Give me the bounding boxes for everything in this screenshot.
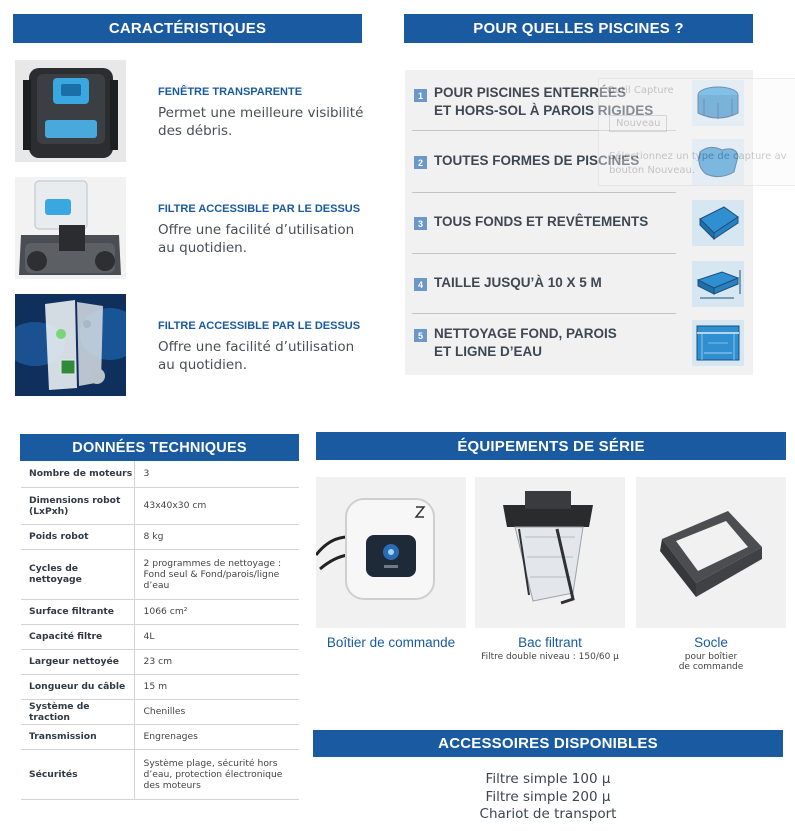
feature-desc-1-line2: des débris.: [158, 123, 233, 139]
tech-key: Système de traction: [21, 699, 134, 724]
tech-key: Sécurités: [21, 749, 134, 799]
tech-value: Système plage, sécurité hors d’eau, protection électronique des moteurs: [134, 749, 299, 799]
feature-title-1: FENÊTRE TRANSPARENTE: [158, 86, 303, 98]
socle-sub-line1: pour boîtier: [684, 652, 738, 662]
pool-label-5-line2: ET LIGNE D’EAU: [434, 344, 543, 359]
table-row: [21, 699, 299, 724]
tech-value: 8 kg: [134, 524, 299, 549]
tech-key: Dimensions robot (LxPxh): [21, 487, 134, 524]
feature-title-3: FILTRE ACCESSIBLE PAR LE DESSUS: [158, 320, 361, 332]
filter-cartridge-image: [15, 294, 126, 396]
socle-label: Socle: [694, 635, 728, 650]
tech-value: 15 m: [134, 674, 299, 699]
tech-key: Cycles de nettoyage: [21, 549, 134, 599]
accessory-item: Filtre simple 100 µ: [485, 771, 611, 787]
table-row: [21, 649, 299, 674]
socle-sub: [636, 652, 786, 672]
overlay-text-line2: bouton Nouveau.: [609, 165, 696, 176]
table-row: [21, 749, 299, 799]
overlay-text-line1: Sélectionnez un type de capture av: [609, 151, 787, 162]
table-row: [21, 549, 299, 599]
tech-heading: DONNÉES TECHNIQUES: [20, 434, 299, 461]
filter-basket-sub: Filtre double niveau : 150/60 µ: [481, 652, 619, 662]
overlay-title: Outil Capture: [607, 85, 674, 96]
feature-desc-3-line2: au quotidien.: [158, 357, 248, 373]
tech-value: Engrenages: [134, 724, 299, 749]
pool-number-2: 2: [414, 156, 427, 169]
tech-key: Capacité filtre: [21, 624, 134, 649]
tech-key: Poids robot: [21, 524, 134, 549]
snipping-tool-overlay: [598, 78, 795, 186]
pool-label-4: [434, 274, 602, 292]
transparent-window-image: [15, 60, 126, 162]
feature-title-2: FILTRE ACCESSIBLE PAR LE DESSUS: [158, 203, 361, 215]
top-access-filter-image: [15, 177, 126, 279]
socle-sub-line2: de commande: [678, 662, 744, 672]
pool-label-5-line1: NETTOYAGE FOND, PAROIS: [434, 326, 617, 341]
pool-number-3: 3: [414, 217, 427, 230]
tech-key: Longueur du câble: [21, 674, 134, 699]
overlay-new-button: Nouveau: [609, 115, 667, 132]
pool-label-2-line1: TOUTES FORMES DE PISCINES: [434, 153, 640, 168]
pool-label-4-line1: TAILLE JUSQU’À 10 X 5 M: [434, 275, 602, 290]
tech-value: 43x40x30 cm: [134, 487, 299, 524]
tech-key: Surface filtrante: [21, 599, 134, 624]
table-row: [21, 487, 299, 524]
equipment-heading: ÉQUIPEMENTS DE SÉRIE: [316, 432, 786, 460]
pool-label-5: [434, 325, 617, 361]
features-heading: CARACTÉRISTIQUES: [13, 14, 362, 43]
tech-value: 3: [134, 461, 299, 487]
tech-value: 2 programmes de nettoyage : Fond seul & Fond/parois/ligne d’eau: [134, 549, 299, 599]
pool-number-4: 4: [414, 278, 427, 291]
pool-floor-icon: [692, 200, 744, 246]
table-row: [21, 724, 299, 749]
tech-key: Nombre de moteurs: [21, 461, 134, 487]
pool-label-3: [434, 213, 648, 231]
filter-basket-label: Bac filtrant: [518, 635, 582, 650]
feature-desc-1: [158, 104, 388, 140]
pool-label-3-line1: TOUS FONDS ET REVÊTEMENTS: [434, 214, 649, 229]
feature-desc-2: [158, 221, 388, 257]
feature-desc-1-line1: Permet une meilleure visibilité: [158, 105, 364, 121]
pool-size-icon: [692, 261, 744, 307]
pool-number-5: 5: [414, 329, 427, 342]
table-row: [21, 624, 299, 649]
table-row: [21, 524, 299, 549]
table-row: [21, 674, 299, 699]
pool-cleaning-icon: [692, 320, 744, 366]
tech-table: [21, 461, 299, 800]
pool-number-1: 1: [414, 89, 427, 102]
tech-key: Largeur nettoyée: [21, 649, 134, 674]
pool-label-1-line2: ET HORS-SOL À PAROIS RIGIDES: [434, 103, 654, 118]
tech-value: 1066 cm²: [134, 599, 299, 624]
accessory-item: Filtre simple 200 µ: [485, 789, 611, 805]
tech-value: Chenilles: [134, 699, 299, 724]
accessories-heading: ACCESSOIRES DISPONIBLES: [313, 730, 783, 757]
control-box-image: [316, 477, 466, 628]
feature-desc-3-line1: Offre une facilité d’utilisation: [158, 339, 355, 355]
pools-heading: POUR QUELLES PISCINES ?: [404, 14, 753, 43]
tech-key: Transmission: [21, 724, 134, 749]
pool-separator: [412, 192, 676, 193]
pool-separator: [412, 253, 676, 254]
feature-desc-3: [158, 338, 388, 374]
tech-value: 4L: [134, 624, 299, 649]
socle-image: [636, 477, 786, 628]
filter-basket-image: [475, 477, 625, 628]
pool-label-1-line1: POUR PISCINES ENTERRÉES: [434, 85, 627, 100]
table-row: [21, 461, 299, 487]
control-box-label: Boîtier de commande: [326, 635, 456, 650]
tech-value: 23 cm: [134, 649, 299, 674]
table-row: [21, 599, 299, 624]
feature-desc-2-line2: au quotidien.: [158, 240, 248, 256]
pool-separator: [412, 313, 676, 314]
feature-desc-2-line1: Offre une facilité d’utilisation: [158, 222, 355, 238]
accessory-item: Chariot de transport: [479, 806, 617, 822]
